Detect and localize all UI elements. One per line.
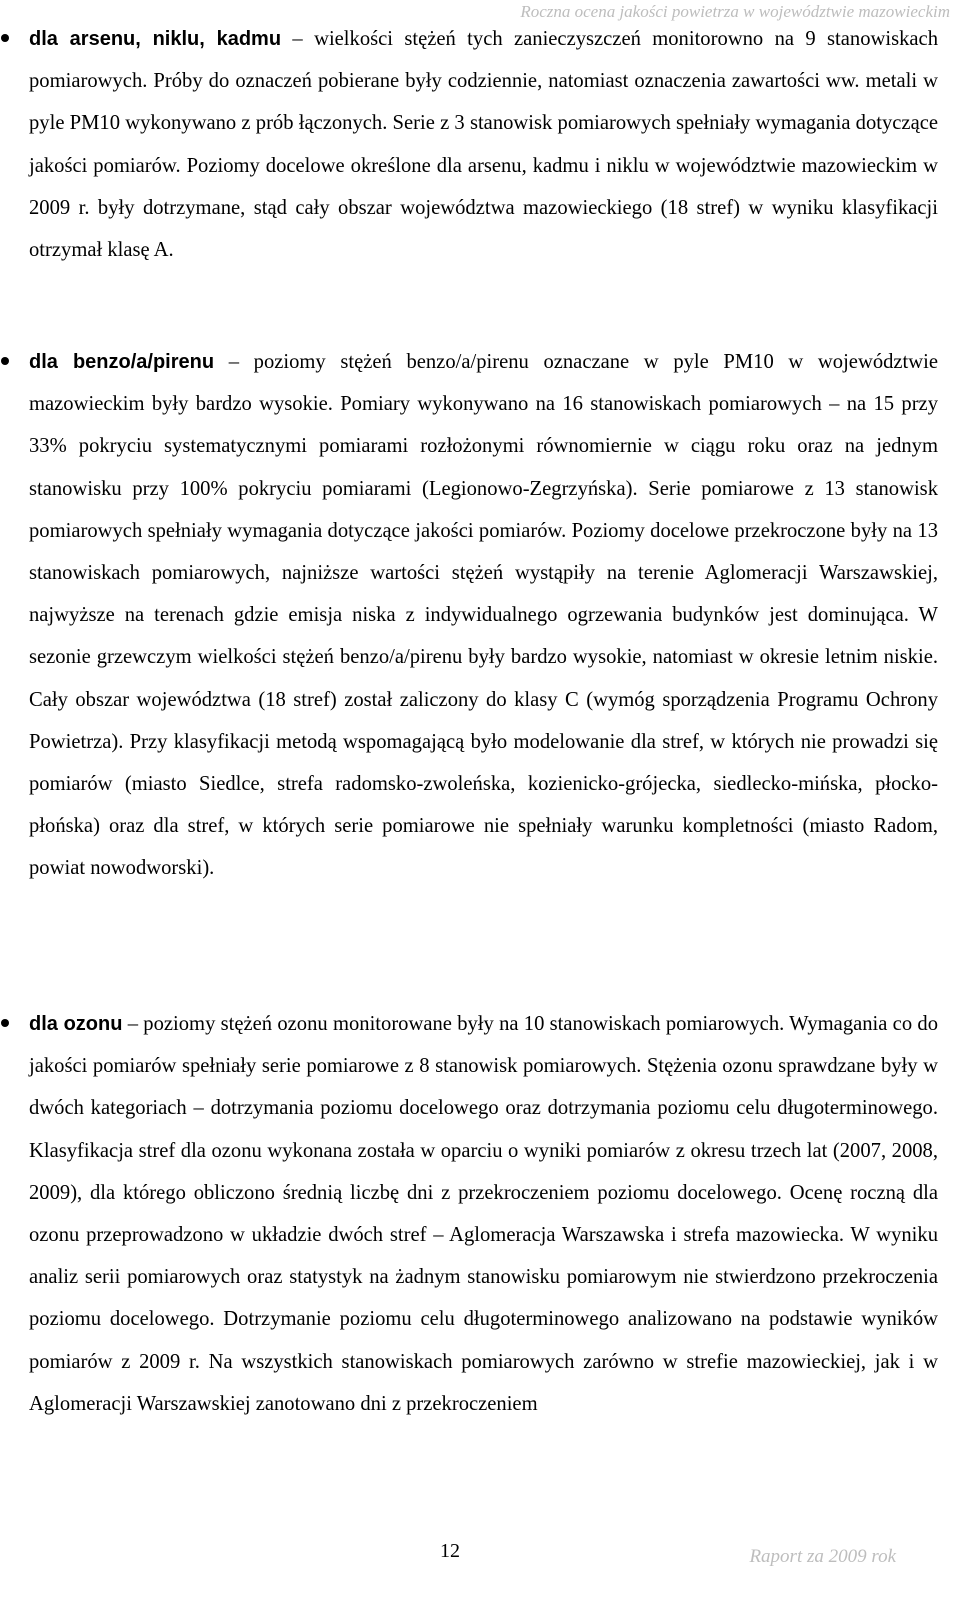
section-paragraph (29, 341, 938, 890)
page-number: 12 (440, 1540, 460, 1562)
bullet-icon (1, 357, 9, 365)
section-text: – poziomy stężeń benzo/a/pirenu oznaczane w pyle PM10 w województwie mazowieckim były bardzo wysokie. Pomiary wykonywano na 16 stanowiskach pomiarowych – na 15 przy 33% pokryciu systematycznymi pomiarami rozłożonymi równomiernie w ciągu roku oraz na jednym stanowisku przy 100% pokryciu pomiarami (Legionowo-Zegrzyńska). Serie pomiarowe z 13 stanowisk pomiarowych spełniały wymagania dotyczące jakości pomiarów. Poziomy docelowe przekroczone były na 13 stanowiskach pomiarowych, najniższe wartości stężeń wystąpiły na terenie Aglomeracji Warszawskiej, najwyższe na terenach gdzie emisja niska z indywidualnego ogrzewania budynków jest dominująca. W sezonie grzewczym wielkości stężeń benzo/a/pirenu były bardzo wysokie, natomiast w okresie letnim niskie. Cały obszar województwa (18 stref) został zaliczony do klasy C (wymóg sporządzenia Programu Ochrony Powietrza). Przy klasyfikacji metodą wspomagającą było modelowanie dla stref, w których nie prowadzi się pomiarów (miasto Siedlce, strefa radomsko-zwoleńska, kozienicko-grójecka, siedlecko-mińska, płocko-płońska) oraz dla stref, w których serie pomiarowe nie spełniały warunku kompletności (miasto Radom, powiat nowodworski). (29, 351, 939, 880)
section-arsenic-nickel-cadmium (29, 18, 938, 271)
running-header: Roczna ocena jakości powietrza w województwie mazowieckim (520, 2, 950, 21)
section-paragraph (29, 1003, 938, 1425)
bullet-icon (1, 34, 9, 42)
section-lead: dla arsenu, niklu, kadmu (29, 28, 282, 50)
section-lead: dla ozonu (29, 1013, 123, 1035)
section-text: – wielkości stężeń tych zanieczyszczeń monitorowno na 9 stanowiskach pomiarowych. Próby do oznaczeń pobierane były codziennie, natomiast oznaczenia zawartości ww. metali w pyle PM10 wykonywano z prób łączonych. Serie z 3 stanowisk pomiarowych spełniały wymagania dotyczące jakości pomiarów. Poziomy docelowe określone dla arsenu, kadmu i niklu w województwie mazowieckim w 2009 r. były dotrzymane, stąd cały obszar województwa mazowieckiego (18 stref) w wyniku klasyfikacji otrzymał klasę A. (29, 28, 938, 262)
footer-report-label: Raport za 2009 rok (749, 1546, 896, 1567)
section-benzo-a-pyrene (29, 341, 938, 890)
section-text: – poziomy stężeń ozonu monitorowane były na 10 stanowiskach pomiarowych. Wymagania co do jakości pomiarów spełniały serie pomiarowe z 8 stanowisk pomiarowych. Stężenia ozonu sprawdzane były w dwóch kategoriach – dotrzymania poziomu docelowego oraz dotrzymania poziomu celu długoterminowego. Klasyfikacja stref dla ozonu wykonana została w oparciu o wyniki pomiarów z okresu trzech lat (2007, 2008, 2009), dla którego obliczono średnią liczbę dni z przekroczeniem poziomu docelowego. Ocenę roczną dla ozonu przeprowadzono w układzie dwóch stref – Aglomeracja Warszawska i strefa mazowiecka. W wyniku analiz serii pomiarowych oraz statystyk na żadnym stanowisku pomiarowym nie stwierdzono przekroczenia poziomu docelowego. Dotrzymanie poziomu celu długoterminowego analizowano na podstawie wyników pomiarów z 2009 r. Na wszystkich stanowiskach pomiarowych zarówno w strefie mazowieckiej, jak i w Aglomeracji Warszawskiej zanotowano dni z przekroczeniem (29, 1013, 938, 1415)
section-ozone (29, 1003, 938, 1425)
section-lead: dla benzo/a/pirenu (29, 351, 215, 373)
section-paragraph (29, 18, 938, 271)
bullet-icon (1, 1019, 9, 1027)
